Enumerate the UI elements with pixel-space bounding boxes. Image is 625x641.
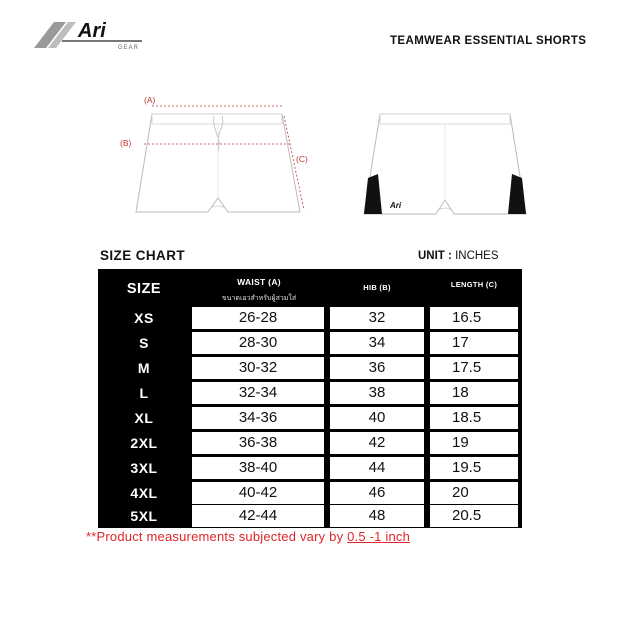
size-cell: L <box>139 385 149 401</box>
waist-cell: 42-44 <box>192 505 324 527</box>
table-row <box>98 357 522 379</box>
waist-cell: 26-28 <box>192 307 324 329</box>
hip-cell: 32 <box>330 307 424 329</box>
unit-label-value: INCHES <box>455 250 499 262</box>
waist-column-subheader: ขนาดเอวสำหรับผู้สวมใส่ <box>221 295 297 302</box>
length-cell: 18.5 <box>430 407 518 429</box>
size-cell: XL <box>134 410 154 426</box>
size-chart-title: SIZE CHART <box>100 248 185 263</box>
waist-column-header: WAIST (A) <box>237 277 281 287</box>
table-row <box>98 432 522 454</box>
table-row <box>98 457 522 479</box>
hip-cell: 36 <box>330 357 424 379</box>
length-cell: 17.5 <box>430 357 518 379</box>
size-cell: S <box>139 335 149 351</box>
hip-cell: 38 <box>330 382 424 404</box>
hip-cell: 44 <box>330 457 424 479</box>
length-cell: 17 <box>430 332 518 354</box>
waist-cell: 38-40 <box>192 457 324 479</box>
shorts-back-illustration <box>360 108 530 228</box>
table-row <box>98 407 522 429</box>
brand-logo <box>32 18 144 50</box>
size-column-header: SIZE <box>126 281 162 297</box>
size-cell: 3XL <box>130 460 158 476</box>
brand-logo-subtext: GEAR <box>118 45 140 50</box>
unit-label <box>418 250 499 262</box>
disclaimer-text: **Product measurements subjected vary by <box>86 529 344 544</box>
hip-cell: 34 <box>330 332 424 354</box>
hip-cell: 48 <box>330 505 424 527</box>
size-cell: XS <box>134 310 154 326</box>
waist-cell: 32-34 <box>192 382 324 404</box>
back-logo-text: Ari <box>390 201 402 210</box>
hip-cell: 40 <box>330 407 424 429</box>
table-row <box>98 505 522 527</box>
table-row <box>98 482 522 504</box>
length-cell: 20 <box>430 482 518 504</box>
size-cell: 4XL <box>130 485 158 501</box>
disclaimer-range: 0.5 -1 inch <box>347 529 411 544</box>
hip-cell: 42 <box>330 432 424 454</box>
length-cell: 16.5 <box>430 307 518 329</box>
length-cell: 20.5 <box>430 505 518 527</box>
brand-logo-text: Ari <box>78 20 106 42</box>
waist-cell: 28-30 <box>192 332 324 354</box>
size-cell: 2XL <box>130 435 158 451</box>
table-row <box>98 332 522 354</box>
length-cell: 18 <box>430 382 518 404</box>
product-title: TEAMWEAR ESSENTIAL SHORTS <box>390 35 587 47</box>
size-cell: M <box>137 360 151 376</box>
length-cell: 19.5 <box>430 457 518 479</box>
dimension-b-label: (B) <box>120 138 132 148</box>
unit-label-key: UNIT : <box>418 250 452 262</box>
dimension-a-label: (A) <box>144 95 156 105</box>
waist-cell: 34-36 <box>192 407 324 429</box>
waist-cell: 36-38 <box>192 432 324 454</box>
hip-cell: 46 <box>330 482 424 504</box>
waist-cell: 40-42 <box>192 482 324 504</box>
table-row <box>98 382 522 404</box>
dimension-c-label: (C) <box>296 154 308 164</box>
size-chart-table <box>98 269 522 528</box>
length-column-header: LENGTH (C) <box>450 280 498 289</box>
hip-column-header: HIB (B) <box>363 283 391 292</box>
measurement-disclaimer <box>86 529 410 544</box>
size-cell: 5XL <box>130 508 158 524</box>
length-cell: 19 <box>430 432 518 454</box>
waist-cell: 30-32 <box>192 357 324 379</box>
shorts-front-illustration <box>118 92 318 232</box>
table-row <box>98 307 522 329</box>
